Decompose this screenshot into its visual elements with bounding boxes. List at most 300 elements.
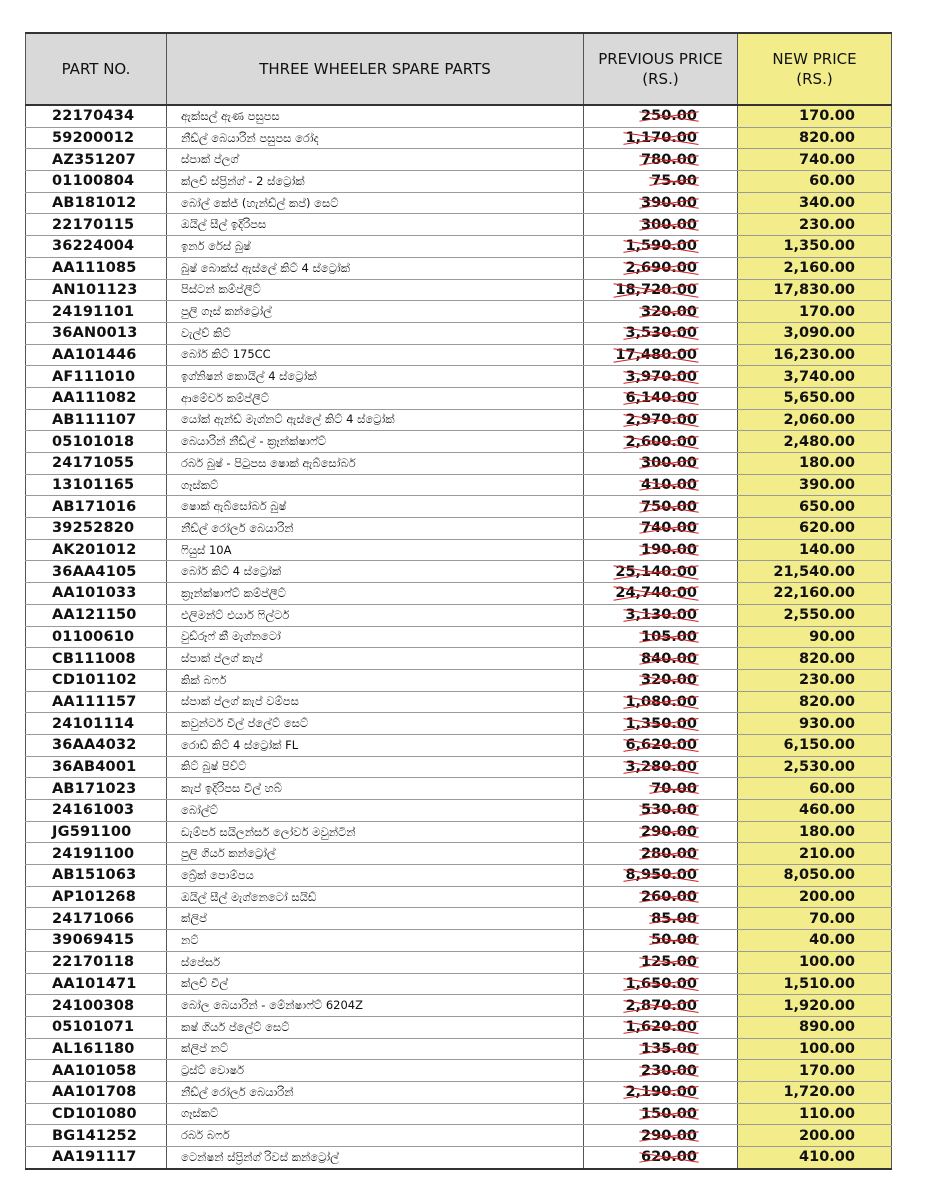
previous-price-cell xyxy=(584,734,738,756)
new-price-cell: 3,090.00 xyxy=(738,322,892,344)
new-price-cell: 210.00 xyxy=(738,843,892,865)
part-number-cell: 36AA4032 xyxy=(26,734,167,756)
new-price-cell: 90.00 xyxy=(738,626,892,648)
table-row xyxy=(26,539,892,561)
part-number-cell: 13101165 xyxy=(26,474,167,496)
new-price-cell: 1,720.00 xyxy=(738,1081,892,1103)
previous-price-value: 1,080.00 xyxy=(625,693,697,710)
part-number-cell: 01100610 xyxy=(26,626,167,648)
part-description-cell: ඔයිල් සීල් මැග්නෙටෝ සයිඩ් xyxy=(167,886,584,908)
table-header xyxy=(26,33,892,105)
part-number-cell: 24101114 xyxy=(26,713,167,735)
table-row xyxy=(26,648,892,670)
part-description-cell: කෂ් ගියර් ප්ලේට් සෙට් xyxy=(167,1016,584,1038)
part-number-cell: AA101033 xyxy=(26,583,167,605)
new-price-cell: 2,060.00 xyxy=(738,409,892,431)
previous-price-value: 780.00 xyxy=(641,151,697,168)
previous-price-cell xyxy=(584,149,738,171)
previous-price-value: 530.00 xyxy=(641,802,697,819)
part-number-cell: AK201012 xyxy=(26,539,167,561)
part-description-cell: ගෑස්කට් xyxy=(167,474,584,496)
previous-price-cell xyxy=(584,561,738,583)
previous-price-cell xyxy=(584,800,738,822)
previous-price-cell xyxy=(584,843,738,865)
part-description-cell: ස්පේසර් xyxy=(167,951,584,973)
part-number-cell: 22170118 xyxy=(26,951,167,973)
price-table xyxy=(25,32,892,1170)
table-row xyxy=(26,800,892,822)
part-description-cell: බෝල් කේජ් (හැන්ඩ්ල් කප්) සෙට් xyxy=(167,192,584,214)
previous-price-cell xyxy=(584,387,738,409)
part-number-cell: CB111008 xyxy=(26,648,167,670)
new-price-cell: 200.00 xyxy=(738,1125,892,1147)
previous-price-value: 320.00 xyxy=(641,303,697,320)
table-row xyxy=(26,713,892,735)
previous-price-cell xyxy=(584,366,738,388)
part-description-cell: ඩැම්පර් සයිලන්සර් ලෝවර් මවුන්ටින් xyxy=(167,821,584,843)
new-price-cell: 2,480.00 xyxy=(738,431,892,453)
table-row xyxy=(26,257,892,279)
part-description-cell: ස්පාක් ප්ලග් කැප් xyxy=(167,648,584,670)
table-row xyxy=(26,583,892,605)
part-description-cell: පුලි ගියර් කන්ට්‍රෝල් xyxy=(167,843,584,865)
previous-price-cell xyxy=(584,409,738,431)
table-row xyxy=(26,626,892,648)
previous-price-cell xyxy=(584,214,738,236)
new-price-cell: 230.00 xyxy=(738,214,892,236)
table-row xyxy=(26,1125,892,1147)
table-row xyxy=(26,344,892,366)
new-price-cell: 60.00 xyxy=(738,171,892,193)
part-number-cell: AA191117 xyxy=(26,1147,167,1169)
new-price-cell: 170.00 xyxy=(738,1060,892,1082)
part-description-cell: ස්පාක් ප්ලග් xyxy=(167,149,584,171)
new-price-cell: 200.00 xyxy=(738,886,892,908)
previous-price-value: 300.00 xyxy=(641,216,697,233)
table-body xyxy=(26,105,892,1169)
previous-price-value: 390.00 xyxy=(641,195,697,212)
part-number-cell: AF111010 xyxy=(26,366,167,388)
previous-price-value: 8,950.00 xyxy=(625,867,697,884)
previous-price-value: 300.00 xyxy=(641,455,697,472)
previous-price-cell xyxy=(584,930,738,952)
part-description-cell: නීඩ්ල් බෙයාරින් පසුපස රෝද xyxy=(167,127,584,149)
header-part-no xyxy=(26,33,167,105)
header-new-price-unit: (RS.) xyxy=(796,70,833,88)
previous-price-cell xyxy=(584,995,738,1017)
previous-price-cell xyxy=(584,756,738,778)
previous-price-cell xyxy=(584,236,738,258)
previous-price-value: 1,650.00 xyxy=(625,975,697,992)
part-number-cell: 24191101 xyxy=(26,301,167,323)
table-row xyxy=(26,366,892,388)
part-description-cell: ක්ලිප් නට් xyxy=(167,1038,584,1060)
previous-price-value: 280.00 xyxy=(641,845,697,862)
previous-price-cell xyxy=(584,951,738,973)
part-number-cell: AA121150 xyxy=(26,604,167,626)
new-price-cell: 180.00 xyxy=(738,821,892,843)
header-new-price xyxy=(738,33,892,105)
part-description-cell: ක්‍රෑන්ක්ෂාෆ්ට් කම්ප්ලීට් xyxy=(167,583,584,605)
new-price-cell: 5,650.00 xyxy=(738,387,892,409)
previous-price-cell xyxy=(584,301,738,323)
previous-price-value: 3,130.00 xyxy=(625,607,697,624)
part-description-cell: ට්‍රස්ට් වොෂර් xyxy=(167,1060,584,1082)
table-row xyxy=(26,756,892,778)
previous-price-value: 620.00 xyxy=(641,1149,697,1166)
part-number-cell: 05101071 xyxy=(26,1016,167,1038)
part-description-cell: පුලි ගෑස් කන්ට්‍රෝල් xyxy=(167,301,584,323)
previous-price-value: 1,170.00 xyxy=(625,130,697,147)
table-row xyxy=(26,518,892,540)
table-row xyxy=(26,1060,892,1082)
previous-price-value: 17,480.00 xyxy=(615,346,697,363)
part-number-cell: 24161003 xyxy=(26,800,167,822)
previous-price-cell xyxy=(584,539,738,561)
new-price-cell: 620.00 xyxy=(738,518,892,540)
part-number-cell: 36AA4105 xyxy=(26,561,167,583)
part-description-cell: ඇක්සල් ඇණ පසුපස xyxy=(167,105,584,127)
part-number-cell: AA111082 xyxy=(26,387,167,409)
new-price-cell: 740.00 xyxy=(738,149,892,171)
table-row xyxy=(26,1081,892,1103)
price-list-sheet xyxy=(25,32,891,1170)
previous-price-value: 3,280.00 xyxy=(625,758,697,775)
new-price-cell: 2,530.00 xyxy=(738,756,892,778)
part-number-cell: AA101446 xyxy=(26,344,167,366)
previous-price-value: 290.00 xyxy=(641,824,697,841)
table-row xyxy=(26,301,892,323)
part-description-cell: කික් බෆර් xyxy=(167,669,584,691)
new-price-cell: 100.00 xyxy=(738,951,892,973)
table-row xyxy=(26,236,892,258)
previous-price-value: 2,970.00 xyxy=(625,411,697,428)
table-row xyxy=(26,669,892,691)
part-description-cell: බුෂ් බොක්ස් ඇස්ලේ කිට් 4 ස්ට්‍රෝක් xyxy=(167,257,584,279)
new-price-cell: 230.00 xyxy=(738,669,892,691)
previous-price-cell xyxy=(584,886,738,908)
part-number-cell: 05101018 xyxy=(26,431,167,453)
part-number-cell: AB151063 xyxy=(26,865,167,887)
previous-price-value: 750.00 xyxy=(641,498,697,515)
new-price-cell: 1,510.00 xyxy=(738,973,892,995)
previous-price-value: 105.00 xyxy=(641,628,697,645)
previous-price-value: 125.00 xyxy=(641,954,697,971)
part-description-cell: ඉග්නිෂන් කොයිල් 4 ස්ට්‍රෝක් xyxy=(167,366,584,388)
previous-price-cell xyxy=(584,778,738,800)
new-price-cell: 820.00 xyxy=(738,648,892,670)
part-description-cell: රොඩ් කිට් 4 ස්ට්‍රෝක් FL xyxy=(167,734,584,756)
part-description-cell: නට් xyxy=(167,930,584,952)
previous-price-cell xyxy=(584,474,738,496)
part-description-cell: නීඩ්ල් රෝලර් බෙයාරින් xyxy=(167,518,584,540)
part-description-cell: කැප් ඉදිරිපස වීල් හබ් xyxy=(167,778,584,800)
new-price-cell: 340.00 xyxy=(738,192,892,214)
previous-price-cell xyxy=(584,583,738,605)
table-row xyxy=(26,865,892,887)
previous-price-cell xyxy=(584,1103,738,1125)
header-previous-price-unit: (RS.) xyxy=(642,70,679,88)
table-row xyxy=(26,453,892,475)
part-number-cell: 36AB4001 xyxy=(26,756,167,778)
previous-price-cell xyxy=(584,648,738,670)
part-description-cell: බෝල්ට් xyxy=(167,800,584,822)
header-spare-parts xyxy=(167,33,584,105)
part-number-cell: 59200012 xyxy=(26,127,167,149)
table-row xyxy=(26,387,892,409)
previous-price-value: 2,690.00 xyxy=(625,260,697,277)
part-description-cell: ටෙන්ෂන් ස්ප්‍රින්ග් රිවස් කන්ට්‍රෝල් xyxy=(167,1147,584,1169)
table-row xyxy=(26,171,892,193)
new-price-cell: 22,160.00 xyxy=(738,583,892,605)
part-number-cell: 39069415 xyxy=(26,930,167,952)
table-row xyxy=(26,192,892,214)
previous-price-cell xyxy=(584,626,738,648)
part-number-cell: 24100308 xyxy=(26,995,167,1017)
previous-price-cell xyxy=(584,865,738,887)
part-description-cell: බෝල බෙයාරින් - මේන්ෂාෆ්ට් 6204Z xyxy=(167,995,584,1017)
previous-price-value: 230.00 xyxy=(641,1062,697,1079)
new-price-cell: 180.00 xyxy=(738,453,892,475)
table-row xyxy=(26,127,892,149)
part-description-cell: බෝර් කිට් 175CC xyxy=(167,344,584,366)
part-number-cell: AA111085 xyxy=(26,257,167,279)
new-price-cell: 650.00 xyxy=(738,496,892,518)
table-row xyxy=(26,214,892,236)
previous-price-value: 1,590.00 xyxy=(625,238,697,255)
part-number-cell: AB111107 xyxy=(26,409,167,431)
previous-price-cell xyxy=(584,821,738,843)
header-previous-price-label: PREVIOUS PRICE xyxy=(598,50,723,68)
previous-price-cell xyxy=(584,1125,738,1147)
previous-price-cell xyxy=(584,1038,738,1060)
previous-price-cell xyxy=(584,431,738,453)
part-number-cell: AB171023 xyxy=(26,778,167,800)
part-description-cell: රබර් බුෂ් - පිටුපස ෂොක් ඇබ්සෝබර් xyxy=(167,453,584,475)
new-price-cell: 140.00 xyxy=(738,539,892,561)
part-description-cell: ආමේචර් කම්ප්ලීට් xyxy=(167,387,584,409)
previous-price-value: 190.00 xyxy=(641,542,697,559)
previous-price-value: 3,970.00 xyxy=(625,368,697,385)
new-price-cell: 16,230.00 xyxy=(738,344,892,366)
part-number-cell: CD101102 xyxy=(26,669,167,691)
part-number-cell: AL161180 xyxy=(26,1038,167,1060)
new-price-cell: 2,550.00 xyxy=(738,604,892,626)
table-row xyxy=(26,279,892,301)
part-description-cell: කවුන්ටර් වීල් ප්ලේට් සෙට් xyxy=(167,713,584,735)
previous-price-value: 75.00 xyxy=(651,173,697,190)
previous-price-cell xyxy=(584,344,738,366)
part-description-cell: කිට් බුෂ් පිව්ට් xyxy=(167,756,584,778)
previous-price-cell xyxy=(584,1081,738,1103)
part-number-cell: 24191100 xyxy=(26,843,167,865)
part-description-cell: ක්ලච් ස්ප්‍රින්ග් - 2 ස්ට්‍රෝක් xyxy=(167,171,584,193)
previous-price-cell xyxy=(584,604,738,626)
previous-price-value: 290.00 xyxy=(641,1127,697,1144)
part-number-cell: 36AN0013 xyxy=(26,322,167,344)
part-description-cell: ඉනර් රේස් බුෂ් xyxy=(167,236,584,258)
new-price-cell: 110.00 xyxy=(738,1103,892,1125)
part-description-cell: ෆියුස් 10A xyxy=(167,539,584,561)
table-row xyxy=(26,691,892,713)
part-description-cell: වැල්ව් කිට් xyxy=(167,322,584,344)
previous-price-cell xyxy=(584,453,738,475)
part-description-cell: නීඩ්ල් රෝලර් බෙයාරින් xyxy=(167,1081,584,1103)
table-row xyxy=(26,778,892,800)
header-part-no-label: PART NO. xyxy=(61,60,131,78)
previous-price-value: 24,740.00 xyxy=(615,585,697,602)
table-row xyxy=(26,1147,892,1169)
table-row xyxy=(26,843,892,865)
new-price-cell: 2,160.00 xyxy=(738,257,892,279)
new-price-cell: 100.00 xyxy=(738,1038,892,1060)
part-number-cell: AA101471 xyxy=(26,973,167,995)
part-number-cell: CD101080 xyxy=(26,1103,167,1125)
table-row xyxy=(26,995,892,1017)
previous-price-cell xyxy=(584,257,738,279)
previous-price-cell xyxy=(584,171,738,193)
part-description-cell: බ්‍රේක් පොම්පය xyxy=(167,865,584,887)
new-price-cell: 890.00 xyxy=(738,1016,892,1038)
table-row xyxy=(26,604,892,626)
new-price-cell: 21,540.00 xyxy=(738,561,892,583)
previous-price-value: 2,870.00 xyxy=(625,997,697,1014)
previous-price-cell xyxy=(584,973,738,995)
new-price-cell: 390.00 xyxy=(738,474,892,496)
part-number-cell: AA101058 xyxy=(26,1060,167,1082)
part-description-cell: ස්පාක් ප්ලග් කැප් වම්පස xyxy=(167,691,584,713)
previous-price-value: 135.00 xyxy=(641,1040,697,1057)
table-row xyxy=(26,561,892,583)
previous-price-value: 250.00 xyxy=(641,108,697,125)
table-row xyxy=(26,734,892,756)
table-row xyxy=(26,1016,892,1038)
part-description-cell: ක්ලච් වීල් xyxy=(167,973,584,995)
previous-price-cell xyxy=(584,322,738,344)
new-price-cell: 820.00 xyxy=(738,691,892,713)
part-number-cell: AP101268 xyxy=(26,886,167,908)
table-row xyxy=(26,496,892,518)
part-number-cell: 24171055 xyxy=(26,453,167,475)
table-row xyxy=(26,431,892,453)
new-price-cell: 8,050.00 xyxy=(738,865,892,887)
previous-price-cell xyxy=(584,1147,738,1169)
previous-price-cell xyxy=(584,192,738,214)
table-row xyxy=(26,1038,892,1060)
part-number-cell: 01100804 xyxy=(26,171,167,193)
previous-price-value: 320.00 xyxy=(641,672,697,689)
new-price-cell: 170.00 xyxy=(738,301,892,323)
previous-price-cell xyxy=(584,669,738,691)
table-row xyxy=(26,1103,892,1125)
part-description-cell: යෝක් ඇන්ඩ් මැග්නට් ඇස්ලේ කිට් 4 ස්ට්‍රෝක් xyxy=(167,409,584,431)
part-number-cell: 39252820 xyxy=(26,518,167,540)
new-price-cell: 3,740.00 xyxy=(738,366,892,388)
part-description-cell: ගෑස්කට් xyxy=(167,1103,584,1125)
new-price-cell: 60.00 xyxy=(738,778,892,800)
new-price-cell: 820.00 xyxy=(738,127,892,149)
previous-price-cell xyxy=(584,496,738,518)
previous-price-cell xyxy=(584,713,738,735)
previous-price-value: 150.00 xyxy=(641,1105,697,1122)
previous-price-value: 840.00 xyxy=(641,650,697,667)
new-price-cell: 70.00 xyxy=(738,908,892,930)
part-description-cell: එලිමන්ට් එයාර් ෆිල්ටර් xyxy=(167,604,584,626)
previous-price-value: 1,620.00 xyxy=(625,1019,697,1036)
part-number-cell: AZ351207 xyxy=(26,149,167,171)
part-description-cell: බෙයාරින් නීඩ්ල් - ක්‍රෑන්ක්ෂාෆ්ට් xyxy=(167,431,584,453)
previous-price-value: 410.00 xyxy=(641,477,697,494)
table-row xyxy=(26,322,892,344)
new-price-cell: 410.00 xyxy=(738,1147,892,1169)
part-description-cell: රබර් බෆර් xyxy=(167,1125,584,1147)
previous-price-value: 260.00 xyxy=(641,889,697,906)
part-number-cell: AB181012 xyxy=(26,192,167,214)
previous-price-cell xyxy=(584,127,738,149)
part-number-cell: 36224004 xyxy=(26,236,167,258)
part-description-cell: බෝර් කිට් 4 ස්ට්‍රෝක් xyxy=(167,561,584,583)
previous-price-cell xyxy=(584,279,738,301)
part-number-cell: AN101123 xyxy=(26,279,167,301)
table-row xyxy=(26,821,892,843)
previous-price-value: 1,350.00 xyxy=(625,715,697,732)
previous-price-value: 50.00 xyxy=(651,932,697,949)
new-price-cell: 170.00 xyxy=(738,105,892,127)
part-description-cell: ෂොක් ඇබ්සෝබර් බුෂ් xyxy=(167,496,584,518)
header-spare-parts-label: THREE WHEELER SPARE PARTS xyxy=(259,60,491,78)
new-price-cell: 1,350.00 xyxy=(738,236,892,258)
part-description-cell: පිස්ටන් කම්ප්ලීට් xyxy=(167,279,584,301)
new-price-cell: 460.00 xyxy=(738,800,892,822)
part-description-cell: ක්ලිප් xyxy=(167,908,584,930)
previous-price-cell xyxy=(584,1060,738,1082)
table-row xyxy=(26,409,892,431)
previous-price-cell xyxy=(584,1016,738,1038)
header-new-price-label: NEW PRICE xyxy=(772,50,857,68)
previous-price-value: 6,140.00 xyxy=(625,390,697,407)
table-row xyxy=(26,474,892,496)
previous-price-value: 6,620.00 xyxy=(625,737,697,754)
part-description-cell: වුඩ්රූෆ් කී මැග්නටෝ xyxy=(167,626,584,648)
table-row xyxy=(26,105,892,127)
previous-price-value: 2,190.00 xyxy=(625,1084,697,1101)
previous-price-value: 2,600.00 xyxy=(625,433,697,450)
previous-price-value: 3,530.00 xyxy=(625,325,697,342)
previous-price-cell xyxy=(584,105,738,127)
part-description-cell: ඔයිල් සීල් ඉදිරිපස xyxy=(167,214,584,236)
new-price-cell: 6,150.00 xyxy=(738,734,892,756)
table-row xyxy=(26,886,892,908)
previous-price-value: 85.00 xyxy=(651,910,697,927)
new-price-cell: 17,830.00 xyxy=(738,279,892,301)
part-number-cell: 22170115 xyxy=(26,214,167,236)
previous-price-value: 25,140.00 xyxy=(615,563,697,580)
previous-price-cell xyxy=(584,691,738,713)
table-row xyxy=(26,951,892,973)
part-number-cell: AA111157 xyxy=(26,691,167,713)
table-row xyxy=(26,930,892,952)
new-price-cell: 930.00 xyxy=(738,713,892,735)
header-previous-price xyxy=(584,33,738,105)
part-number-cell: BG141252 xyxy=(26,1125,167,1147)
part-number-cell: AB171016 xyxy=(26,496,167,518)
previous-price-value: 18,720.00 xyxy=(615,281,697,298)
new-price-cell: 40.00 xyxy=(738,930,892,952)
previous-price-cell xyxy=(584,518,738,540)
table-row xyxy=(26,149,892,171)
part-number-cell: 22170434 xyxy=(26,105,167,127)
part-number-cell: JG591100 xyxy=(26,821,167,843)
